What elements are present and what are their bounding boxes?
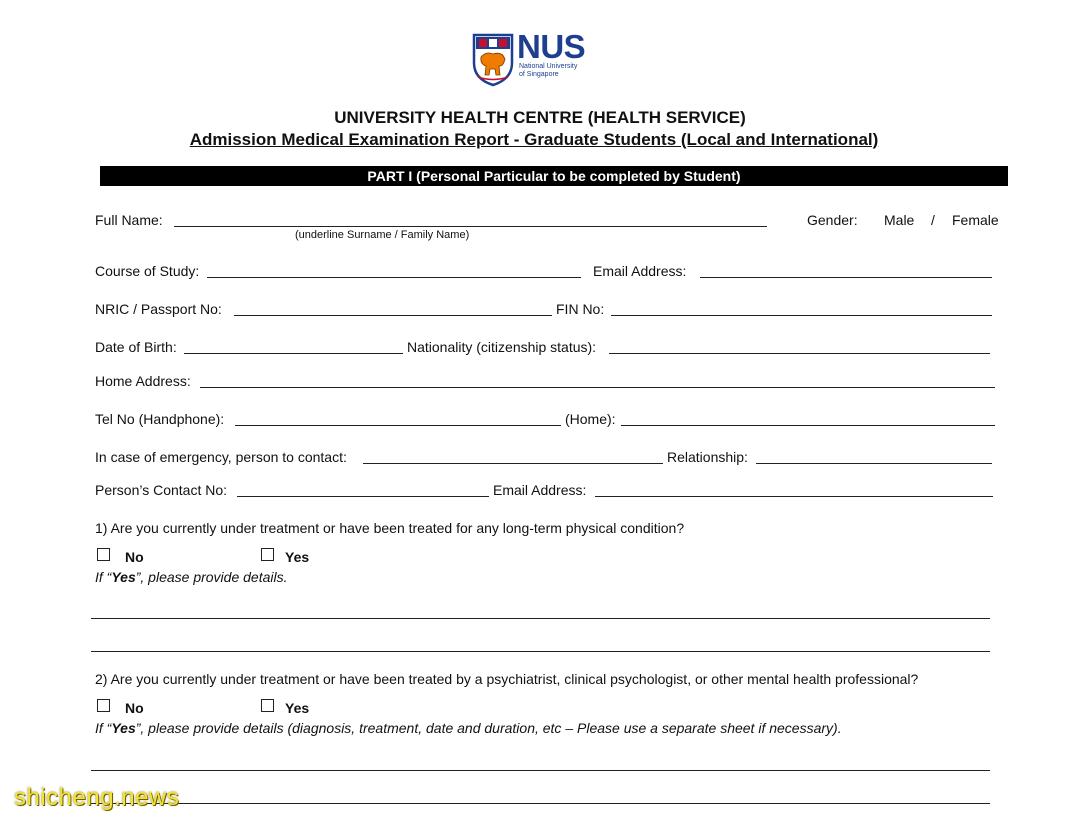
emergency-contact-field[interactable] xyxy=(363,463,663,464)
relationship-field[interactable] xyxy=(756,463,992,464)
logo-sub-line2: of Singapore xyxy=(519,71,559,78)
course-field[interactable] xyxy=(207,277,581,278)
nric-field[interactable] xyxy=(234,315,552,316)
full-name-hint: (underline Surname / Family Name) xyxy=(295,229,470,241)
nationality-label: Nationality (citizenship status): xyxy=(407,339,597,355)
q2-yes-label: Yes xyxy=(285,700,310,716)
contact-email-field[interactable] xyxy=(595,496,993,497)
email-field[interactable] xyxy=(700,277,992,278)
home-phone-label: (Home): xyxy=(565,411,616,427)
q1-note-suffix: ”, please provide details. xyxy=(135,569,288,585)
question-2: 2) Are you currently under treatment or have been treated by a psychiatrist, clinical psychologist, or other mental health professional? xyxy=(95,671,919,687)
gender-female-option[interactable]: Female xyxy=(952,212,999,228)
q2-note-suffix: ”, please provide details (diagnosis, treatment, date and duration, etc – Please use a separate sheet if necessary). xyxy=(135,720,842,736)
watermark: shicheng.news xyxy=(14,784,180,811)
logo-acronym: NUS xyxy=(517,28,586,65)
contact-no-field[interactable] xyxy=(237,496,489,497)
gender-separator: / xyxy=(931,212,935,228)
q1-note-yes: Yes xyxy=(111,569,136,585)
fin-field[interactable] xyxy=(611,315,992,316)
contact-email-label: Email Address: xyxy=(493,482,587,498)
logo-sub-line1: National University xyxy=(519,63,578,70)
emergency-contact-label: In case of emergency, person to contact: xyxy=(95,449,347,465)
q1-details-line-2[interactable] xyxy=(91,651,990,652)
q2-details-line-2[interactable] xyxy=(91,803,990,804)
gender-male-option[interactable]: Male xyxy=(884,212,915,228)
full-name-field[interactable] xyxy=(174,226,767,227)
course-label: Course of Study: xyxy=(95,263,200,279)
q2-no-checkbox[interactable] xyxy=(97,699,110,712)
contact-no-label: Person’s Contact No: xyxy=(95,482,228,498)
dob-label: Date of Birth: xyxy=(95,339,177,355)
home-phone-field[interactable] xyxy=(621,425,995,426)
q2-note-yes: Yes xyxy=(111,720,136,736)
gender-label: Gender: xyxy=(807,212,858,228)
q2-details-note xyxy=(95,720,842,736)
home-address-label: Home Address: xyxy=(95,373,191,389)
tel-label: Tel No (Handphone): xyxy=(95,411,225,427)
nric-label: NRIC / Passport No: xyxy=(95,301,222,317)
tel-field[interactable] xyxy=(235,425,561,426)
form-subtitle: Admission Medical Examination Report - Graduate Students (Local and International) xyxy=(189,130,879,149)
q1-yes-checkbox[interactable] xyxy=(261,548,274,561)
home-address-field[interactable] xyxy=(200,387,995,388)
relationship-label: Relationship: xyxy=(667,449,748,465)
logo-subtitle xyxy=(519,63,577,79)
q1-no-checkbox[interactable] xyxy=(97,548,110,561)
email-label: Email Address: xyxy=(593,263,687,279)
form-title: UNIVERSITY HEALTH CENTRE (HEALTH SERVICE) xyxy=(334,108,746,127)
q1-details-note xyxy=(95,569,288,585)
q2-details-line-1[interactable] xyxy=(91,770,990,771)
nus-crest-icon xyxy=(472,33,514,87)
fin-label: FIN No: xyxy=(556,301,605,317)
q2-yes-checkbox[interactable] xyxy=(261,699,274,712)
q1-note-prefix: If “ xyxy=(95,569,112,585)
nationality-field[interactable] xyxy=(609,353,990,354)
q1-yes-label: Yes xyxy=(285,549,310,565)
q2-no-label: No xyxy=(125,700,144,716)
part-one-header: PART I (Personal Particular to be completed by Student) xyxy=(100,166,1008,186)
q1-no-label: No xyxy=(125,549,144,565)
full-name-label: Full Name: xyxy=(95,212,163,228)
question-1: 1) Are you currently under treatment or have been treated for any long-term physical condition? xyxy=(95,520,685,536)
q2-note-prefix: If “ xyxy=(95,720,112,736)
dob-field[interactable] xyxy=(184,353,403,354)
q1-details-line-1[interactable] xyxy=(91,618,990,619)
